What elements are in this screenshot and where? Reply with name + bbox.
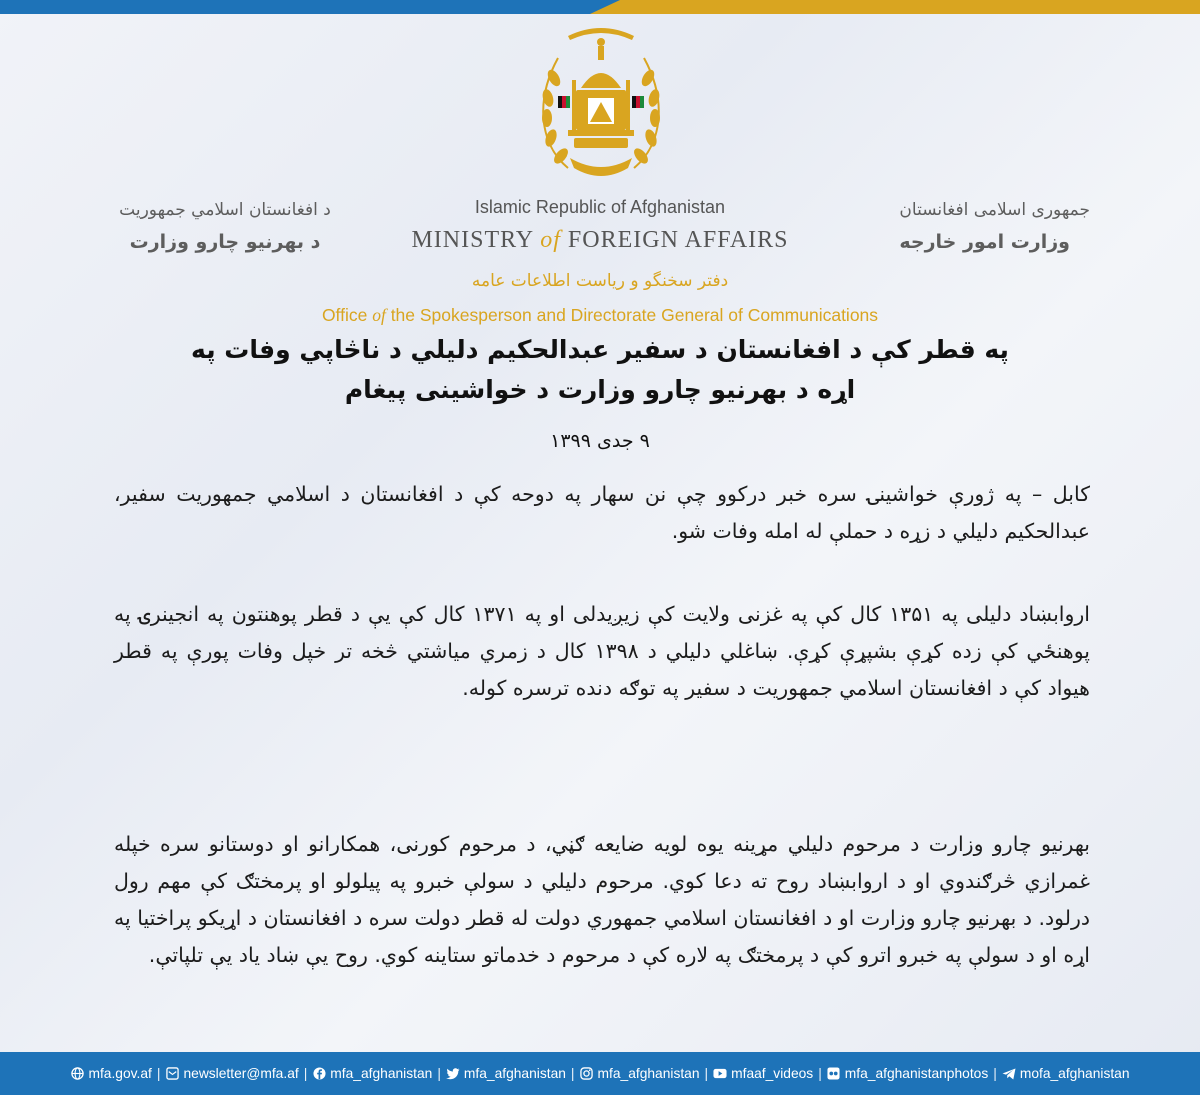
newsletter-icon (165, 1067, 179, 1081)
footer-flickr[interactable]: mfa_afghanistanphotos (822, 1066, 993, 1081)
afghanistan-emblem-icon (528, 18, 674, 186)
office-english-title: Office of the Spokesperson and Directorate General of Communications (321, 305, 879, 325)
top-bar-blue (0, 0, 620, 14)
header-english-ministry: MINISTRY of FOREIGN AFFAIRS (411, 227, 789, 253)
office-persian-title: دفتر سخنگو و ریاست اطلاعات عامه (471, 271, 729, 291)
header-pashto-republic: د افغانستان اسلامي جمهوریت (119, 200, 331, 220)
top-bar-gold (590, 0, 1200, 14)
footer-website[interactable]: mfa.gov.af (65, 1066, 156, 1081)
footer-telegram[interactable]: mofa_afghanistan (997, 1066, 1135, 1081)
statement-paragraph-2: اروابښاد دلیلی په ۱۳۵۱ کال کې په غزنی ولایت کې زیږیدلی او په ۱۳۷۱ کال کې یې د قطر پوهنتون په انجینرۍ په پوهنځي کې زده کړې بشپړې کړې. ښاغلي دلیلي د ۱۳۹۸ کال د زمري میاشتي څخه تر خپل وفات پورې په قطر هیواد کې د افغانستان اسلامي جمهوریت د سفیر په توګه دنده ترسره کوله. (114, 602, 1090, 700)
footer-twitter[interactable]: mfa_afghanistan (441, 1066, 571, 1081)
header-english-republic: Islamic Republic of Afghanistan (474, 197, 726, 217)
flickr-icon (827, 1067, 841, 1081)
footer-youtube[interactable]: mfaaf_videos (708, 1066, 818, 1081)
footer-facebook[interactable]: mfa_afghanistan (307, 1066, 437, 1081)
telegram-icon (1002, 1067, 1016, 1081)
youtube-icon (713, 1067, 727, 1081)
twitter-icon (446, 1067, 460, 1081)
footer-newsletter[interactable]: newsletter@mfa.af (160, 1066, 303, 1081)
globe-icon (70, 1067, 84, 1081)
statement-date: ۹ جدی ۱۳۹۹ (550, 430, 650, 452)
header-pashto-ministry: د بهرنیو چارو وزارت (129, 231, 321, 253)
top-color-bar (0, 0, 1200, 14)
statement-title: په قطر کې د افغانستان د سفیر عبدالحکیم دلیلي د ناڅاپي وفات په اړه د بهرنیو چارو وزارت د خواشینی پیغام (191, 335, 1009, 404)
header-dari-republic: جمهوری اسلامی افغانستان (899, 200, 1090, 220)
footer-contact-bar: mfa.gov.af | newsletter@mfa.af | mfa_afghanistan | mfa_afghanistan | mfa_afghanistan | mfaaf_videos | mfa_afghanistanphotos | mofa_afghanistan (0, 1052, 1200, 1095)
header-dari-ministry: وزارت امور خارجه (899, 231, 1070, 253)
footer-instagram[interactable]: mfa_afghanistan (575, 1066, 705, 1081)
instagram-icon (580, 1067, 594, 1081)
facebook-icon (312, 1067, 326, 1081)
statement-paragraph-1: کابل – په ژورې خواشینۍ سره خبر درکوو چې نن سهار په دوحه کې د افغانستان د اسلامي جمهوریت سفیر، عبدالحکیم دلیلي د زړه د حملې له امله وفات شو. (114, 482, 1090, 543)
statement-paragraph-3: بهرنیو چارو وزارت د مرحوم دلیلي مړینه یوه لویه ضایعه ګڼي، د مرحوم کورنی، همکارانو او دوستانو سره خپله غمرازي څرګندوي او د اروابښاد روح ته دعا کوي. مرحوم دلیلي د سولې خبرو په پیلولو او پرمختګ کې مهم رول درلود. د بهرنیو چارو وزارت او د افغانستان اسلامي جمهوري دولت له قطر دولت سره د افغانستان د اړیکو پراختیا په اړه او د سولې په خبرو اترو کې د پرمختګ په لاره کې د مرحوم د خدماتو ستاینه کوي. روح یې ښاد یاد یې تلپاتې. (114, 832, 1090, 967)
